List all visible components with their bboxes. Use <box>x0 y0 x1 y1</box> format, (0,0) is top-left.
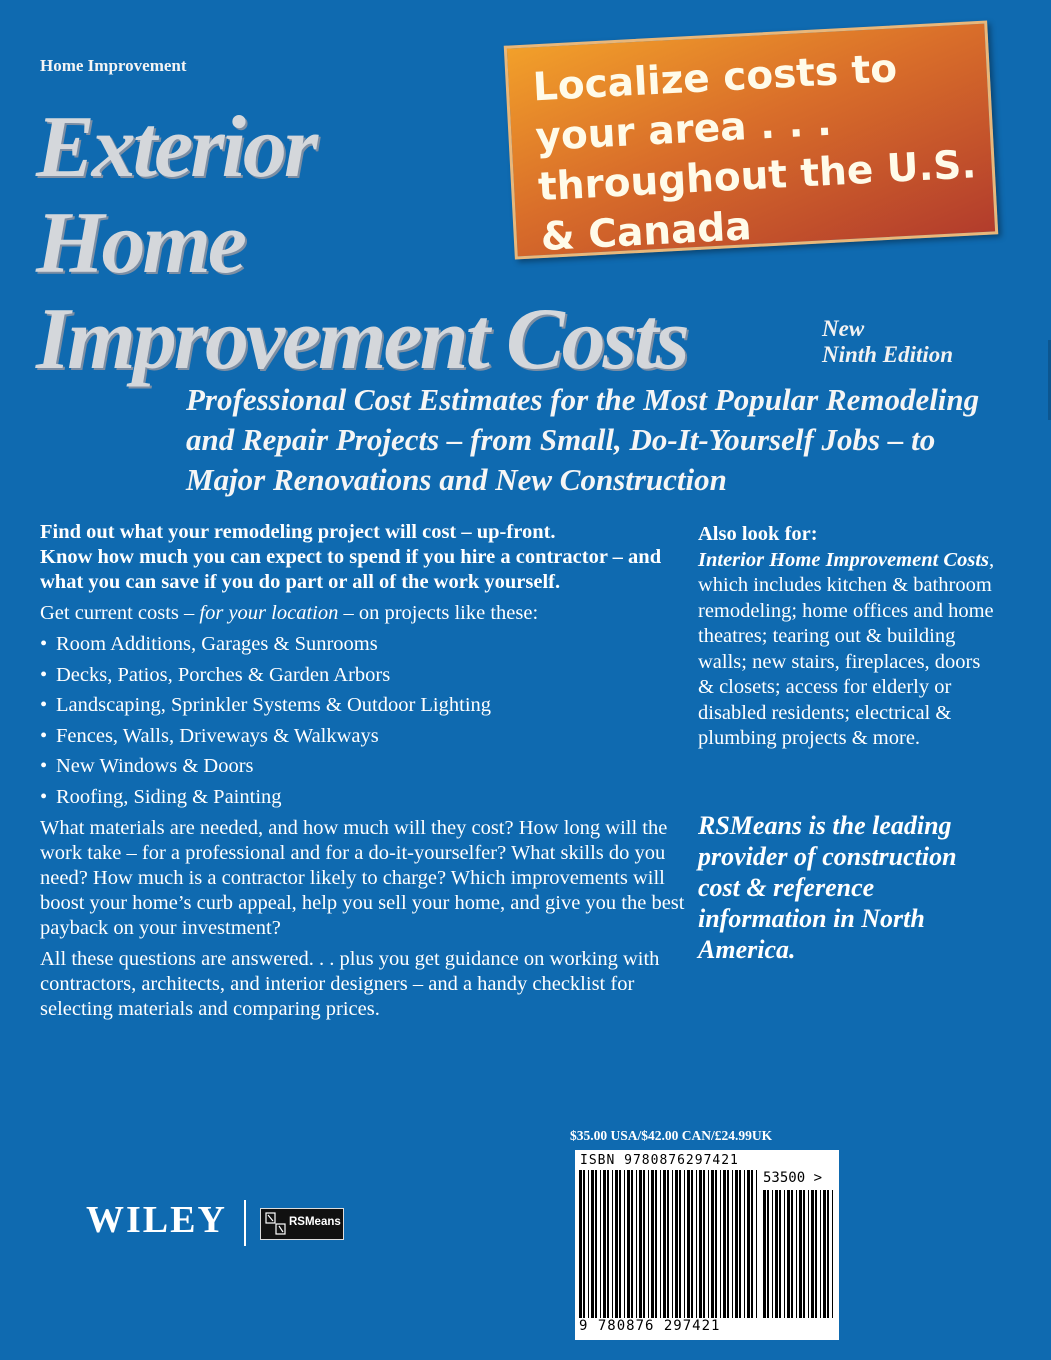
barcode-bar <box>675 1170 678 1318</box>
also-look-for <box>698 522 998 752</box>
barcode-bar <box>607 1170 609 1318</box>
barcode-bar <box>663 1170 666 1318</box>
barcode-bar <box>631 1170 633 1318</box>
questions-paragraph: What materials are needed, and how much will they cost? How long will the work take – for a professional and for a do-it-yourselfer? What skills do you need? How much is a contractor likely to charge? Which improvements will boost your home’s curb appeal, help you sell your home, and give you the best payback on your investment? <box>40 816 685 939</box>
barcode-bar <box>763 1190 766 1318</box>
project-label: Roofing, Siding & Painting <box>56 785 282 808</box>
barcode-bar <box>823 1190 826 1318</box>
barcode-bar <box>672 1170 673 1318</box>
barcode-bar <box>612 1170 613 1318</box>
publisher-tagline: RSMeans is the leading provider of construction cost & reference information in North America. <box>698 811 957 964</box>
barcode-bar <box>723 1170 726 1318</box>
list-item <box>40 693 690 718</box>
related-book-description: , which includes kitchen & bathroom remodeling; home offices and home theatres; tearing out & building walls; new stairs, fireplaces, doors & closets; access for elderly or disabled residents; electrical & plumbing projects & more. <box>698 548 995 749</box>
barcode-bar <box>679 1170 681 1318</box>
wiley-logo: WILEY <box>86 1199 227 1241</box>
barcode-bar <box>732 1170 733 1318</box>
addon-barcode-icon <box>763 1190 833 1330</box>
barcode-digits: 9 780876 297421 <box>579 1318 721 1334</box>
project-label: New Windows & Doors <box>56 755 254 777</box>
barcode-bar <box>639 1170 642 1318</box>
barcode-bar <box>600 1170 601 1318</box>
barcode-bar <box>583 1170 585 1318</box>
list-item <box>40 663 690 688</box>
barcode-bar <box>703 1170 705 1318</box>
barcode-bar <box>744 1170 745 1318</box>
isbn-label: ISBN 9780876297421 <box>580 1153 739 1168</box>
category-label: Home Improvement <box>40 56 187 75</box>
barcode-bar <box>660 1170 661 1318</box>
barcode-bar <box>591 1170 594 1318</box>
barcode-bar <box>595 1170 597 1318</box>
barcode-bar <box>655 1170 657 1318</box>
bullet-icon: • <box>40 785 48 808</box>
project-label: Fences, Walls, Driveways & Walkways <box>56 724 379 747</box>
barcode-bar <box>784 1190 785 1318</box>
price-code: 53500 > <box>763 1170 823 1186</box>
title-line-1: Exterior <box>36 99 316 196</box>
project-label: Room Additions, Garages & Sunrooms <box>56 633 378 655</box>
list-item <box>40 724 690 749</box>
barcode-bar <box>779 1190 781 1318</box>
barcode-bar <box>624 1170 625 1318</box>
costs-paragraph <box>40 601 690 626</box>
intro-line-1: Find out what your remodeling project will cost – up-front. <box>40 521 556 543</box>
title-line-2: Home <box>36 195 244 292</box>
price-label: $35.00 USA/$42.00 CAN/£24.99UK <box>570 1128 773 1143</box>
barcode-bar <box>796 1190 797 1318</box>
rsmeans-mark-icon <box>265 1212 287 1236</box>
barcode-bar <box>708 1170 709 1318</box>
barcode-bar <box>720 1170 721 1318</box>
barcode-bar <box>747 1170 750 1318</box>
barcode-bar <box>808 1190 809 1318</box>
edition-label <box>822 316 953 368</box>
also-look-for-heading: Also look for: <box>698 523 818 545</box>
bullet-icon: • <box>40 663 48 686</box>
barcode-bar <box>588 1170 589 1318</box>
barcode-bar <box>751 1170 753 1318</box>
list-item <box>40 632 690 657</box>
barcode-bar <box>727 1170 729 1318</box>
logo-divider <box>244 1200 246 1246</box>
rsmeans-logo <box>260 1208 344 1240</box>
answers-paragraph: All these questions are answered. . . plus you get guidance on working with contractors, architects, and interior designers – and a handy checklist for selecting materials and comparing prices. <box>40 947 660 1020</box>
barcode-bar <box>811 1190 814 1318</box>
intro-paragraph <box>40 520 690 595</box>
barcode-bar <box>651 1170 654 1318</box>
bullet-icon: • <box>40 694 48 716</box>
barcode-bar <box>711 1170 714 1318</box>
main-description <box>40 520 690 1028</box>
barcode-bar <box>799 1190 802 1318</box>
project-label: Decks, Patios, Porches & Garden Arbors <box>56 663 391 686</box>
title-line-3: Improvement Costs <box>36 291 687 388</box>
barcode-bar <box>775 1190 778 1318</box>
list-item <box>40 785 690 810</box>
barcode-bar <box>756 1170 757 1318</box>
edition-line-2: Ninth Edition <box>822 342 954 367</box>
bullet-icon: • <box>40 633 48 655</box>
edition-line-1: New <box>822 316 865 341</box>
related-book-title: Interior Home Improvement Costs <box>698 548 990 571</box>
barcode-bar <box>820 1190 821 1318</box>
barcode-bars-icon <box>579 1170 759 1318</box>
barcode <box>575 1150 839 1340</box>
costs-pre-text: Get current costs – <box>40 602 200 624</box>
book-subtitle: Professional Cost Estimates for the Most Popular Remodeling and Repair Projects – from Small, Do-It-Yourself Jobs – to Major Renovations and New Construction <box>186 382 980 497</box>
list-item <box>40 754 690 779</box>
barcode-bar <box>687 1170 690 1318</box>
costs-emphasis: for your location <box>199 602 339 624</box>
barcode-bar <box>715 1170 717 1318</box>
intro-line-2: Know how much you can expect to spend if you hire a contractor – and what you can save if you do part or all of the work yourself. <box>40 546 662 593</box>
project-label: Landscaping, Sprinkler Systems & Outdoor Lighting <box>56 694 492 716</box>
barcode-bar <box>691 1170 693 1318</box>
barcode-bar <box>791 1190 793 1318</box>
barcode-bar <box>603 1170 606 1318</box>
barcode-bar <box>767 1190 769 1318</box>
bullet-icon: • <box>40 755 48 777</box>
promo-badge-text: Localize costs to your area . . . throughout the U.S. & Canada <box>531 46 978 261</box>
barcode-bar <box>667 1170 669 1318</box>
barcode-bar <box>787 1190 790 1318</box>
barcode-bar <box>735 1170 738 1318</box>
barcode-bar <box>579 1170 582 1318</box>
project-list <box>40 632 690 810</box>
barcode-bar <box>648 1170 649 1318</box>
barcode-bar <box>827 1190 829 1318</box>
barcode-bar <box>636 1170 637 1318</box>
rsmeans-wordmark: RSMeans <box>289 1216 341 1228</box>
barcode-bar <box>832 1190 833 1318</box>
barcode-bar <box>699 1170 702 1318</box>
barcode-bar <box>803 1190 805 1318</box>
book-title <box>36 100 687 388</box>
barcode-bar <box>643 1170 645 1318</box>
costs-post-text: – on projects like these: <box>338 602 539 624</box>
barcode-bar <box>627 1170 630 1318</box>
bullet-icon: • <box>40 724 48 747</box>
barcode-bar <box>615 1170 618 1318</box>
barcode-bar <box>619 1170 621 1318</box>
barcode-bar <box>772 1190 773 1318</box>
barcode-bar <box>815 1190 817 1318</box>
barcode-bar <box>739 1170 741 1318</box>
barcode-bar <box>696 1170 697 1318</box>
barcode-bar <box>684 1170 685 1318</box>
